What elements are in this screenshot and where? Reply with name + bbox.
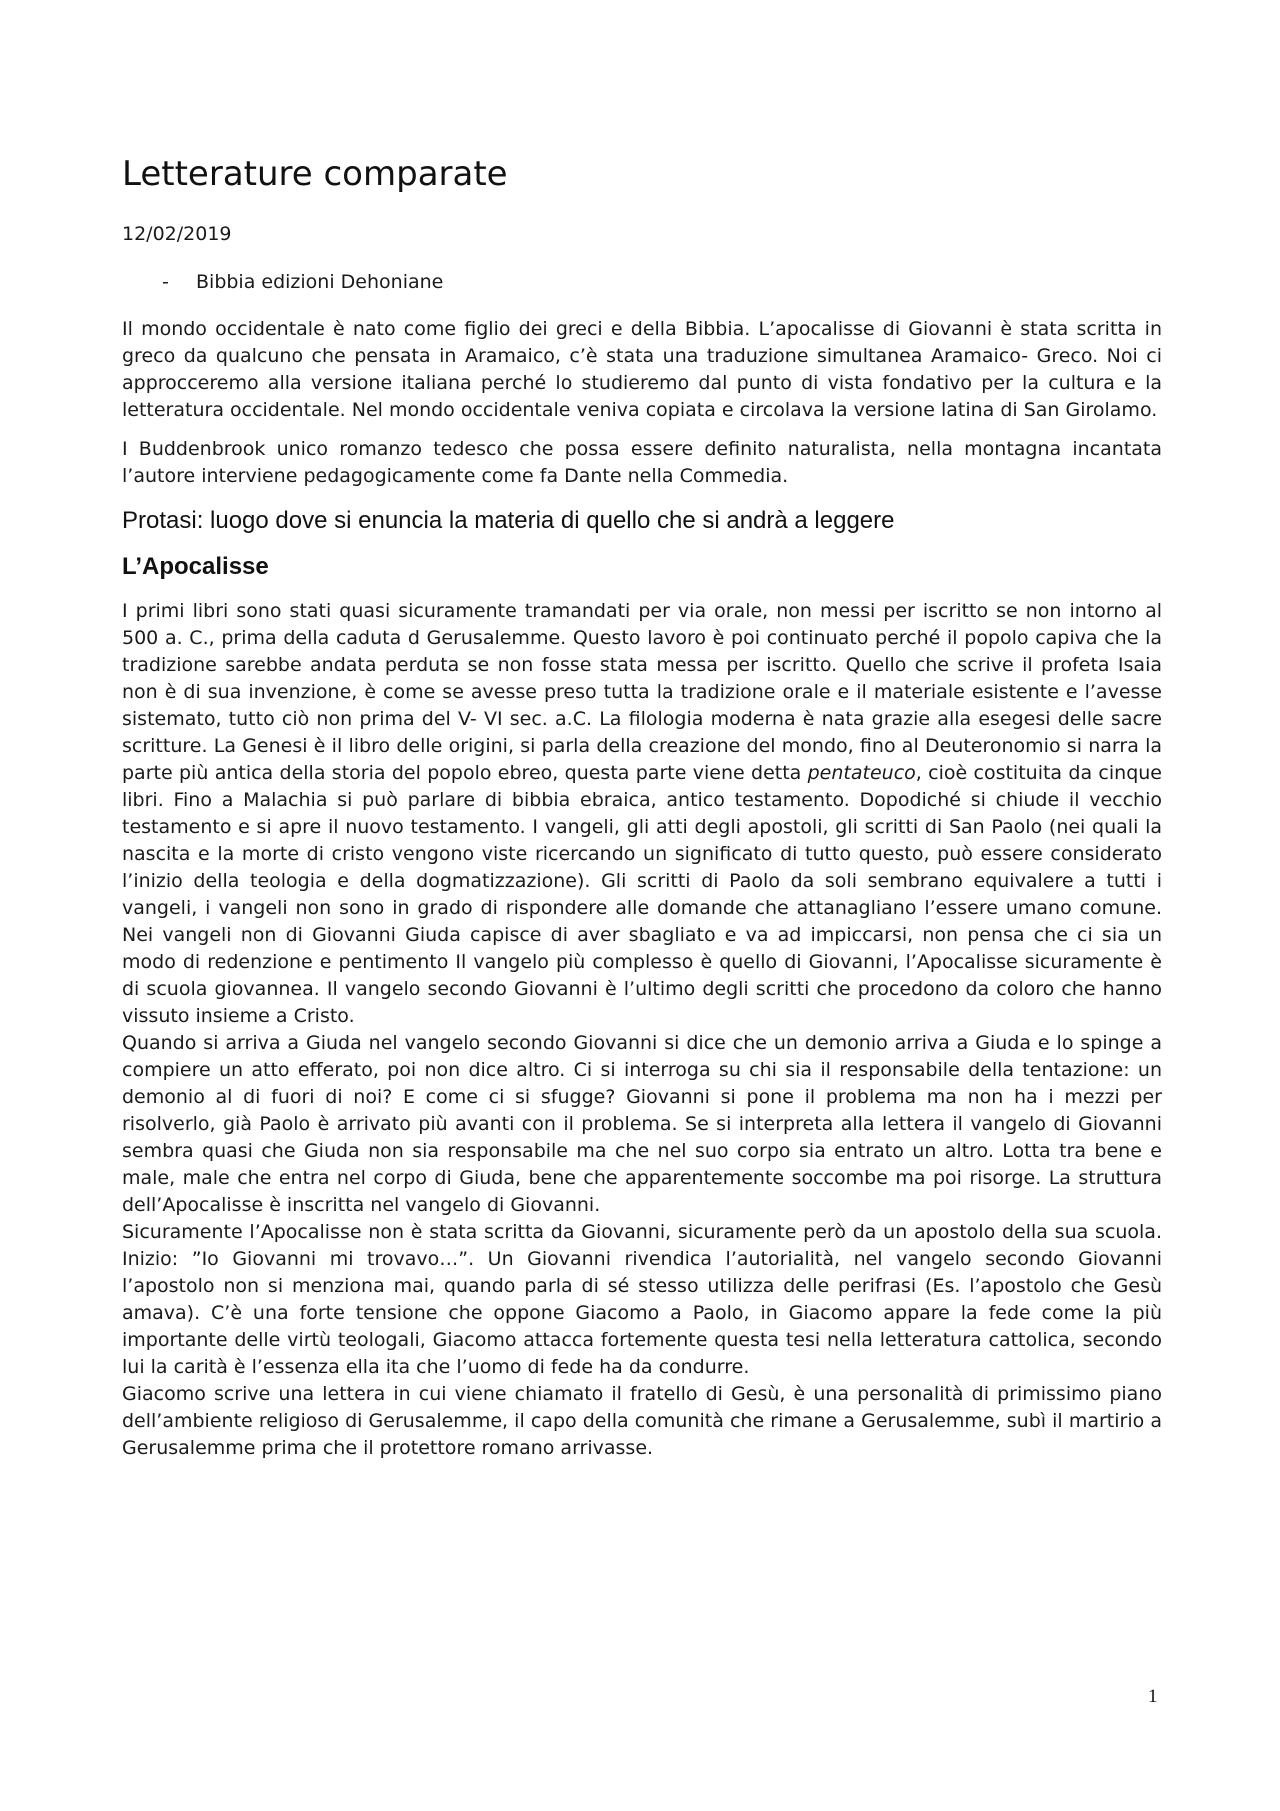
intro-paragraph: I Buddenbrook unico romanzo tedesco che possa essere definito naturalista, nella montagna incantata l’autore interviene pedagogicamente come fa Dante nella Commedia. [122, 438, 1162, 487]
bullet-item [122, 268, 1162, 296]
section-paragraph: Giacomo scrive una lettera in cui viene chiamato il fratello di Gesù, è una personalità di primissimo piano dell’ambiente religioso di Gerusalemme, il capo della comunità che rimane a Gerusalemme, subì il martirio a Gerusalemme prima che il protettore romano arrivasse. [122, 1383, 1162, 1459]
section-heading: L’Apocalisse [122, 553, 269, 580]
section-paragraph: Sicuramente l’Apocalisse non è stata scritta da Giovanni, sicuramente però da un apostolo della sua scuola. Inizio: ”Io Giovanni mi trovavo…”. Un Giovanni rivendica l’autorialità, nel vangelo secondo Giovanni l’apostolo non si menziona mai, quando parla di sé stesso utilizza delle perifrasi (Es. l’apostolo che Gesù amava). C’è una forte tensione che oppone Giacomo a Paolo, in Giacomo appare la fede come la più importante delle virtù teologali, Giacomo attacca fortemente questa tesi nella letteratura cattolica, secondo lui la carità è l’essenza ella ita che l’uomo di fede ha da condurre. [122, 1221, 1162, 1378]
section-paragraph: Quando si arriva a Giuda nel vangelo secondo Giovanni si dice che un demonio arriva a Giuda e lo spinge a compiere un atto efferato, poi non dice altro. Ci si interroga su chi sia il responsabile della tentazione: un demonio al di fuori di noi? E come ci si sfugge? Giovanni si pone il problema ma non ha i mezzi per risolverlo, già Paolo è arrivato più avanti con il problema. Se si interpreta alla lettera il vangelo di Giovanni sembra quasi che Giuda non sia responsabile ma che nel suo corpo sia entrato un altro. Lotta tra bene e male, male che entra nel corpo di Giuda, bene che apparentemente soccombe ma poi risorge. La struttura dell’Apocalisse è inscritta nel vangelo di Giovanni. [122, 1032, 1162, 1216]
section-paragraph [122, 598, 1162, 1030]
section-paragraph-text: I primi libri sono stati quasi sicuramente tramandati per via orale, non messi per iscritto se non intorno al 500 a. C., prima della caduta d Gerusalemme. Questo lavoro è poi continuato perché il popolo capiva che la tradizione sarebbe andata perduta se non fosse stata messa per iscritto. Quello che scrive il profeta Isaia non è di sua invenzione, è come se avesse preso tutta la tradizione orale e il materiale esistente e l’avesse sistemato, tutto ciò non prima del V- VI sec. a.C. La filologia moderna è nata grazie alla esegesi delle sacre scritture. La Genesi è il libro delle origini, si parla della creazione del mondo, fino al Deuteronomio si narra la parte più antica della storia del popolo ebreo, questa parte viene detta [122, 600, 1162, 784]
page-number: 1 [1148, 1686, 1158, 1707]
document-date: 12/02/2019 [122, 223, 232, 245]
section-paragraph-text: , cioè costituita da cinque libri. Fino a Malachia si può parlare di bibbia ebraica, antico testamento. Dopodiché si chiude il vecchio testamento e si apre il nuovo testamento. I vangeli, gli atti degli apostoli, gli scritti di San Paolo (nei quali la nascita e la morte di cristo vengono viste ricercando un significato di tutto questo, può essere considerato l’inizio della teologia e della dogmatizzazione). Gli scritti di Paolo da soli sembrano equivalere a tutti i vangeli, i vangeli non sono in grado di rispondere alle domande che attanagliano l’essere umano comune. Nei vangeli non di Giovanni Giuda capisce di aver sbagliato e va ad impiccarsi, non pensa che ci sia un modo di redenzione e pentimento Il vangelo più complesso è quello di Giovanni, l’Apocalisse sicuramente è di scuola giovannea. Il vangelo secondo Giovanni è l’ultimo degli scritti che procedono da coloro che hanno vissuto insieme a Cristo. [122, 762, 1162, 1027]
document-content [122, 150, 1162, 1462]
italic-term: pentateuco [807, 762, 916, 784]
document-title: Letterature comparate [122, 154, 508, 194]
bullet-dash: - [162, 271, 169, 293]
protasi-heading: Protasi: luogo dove si enuncia la materia di quello che si andrà a leggere [122, 507, 895, 534]
intro-paragraph: Il mondo occidentale è nato come figlio dei greci e della Bibbia. L’apocalisse di Giovanni è stata scritta in greco da qualcuno che pensata in Aramaico, c’è stata una traduzione simultanea Aramaico- Greco. Noi ci approcceremo alla versione italiana perché lo studieremo dal punto di vista fondativo per la cultura e la letteratura occidentale. Nel mondo occidentale veniva copiata e circolava la versione latina di San Girolamo. [122, 318, 1162, 421]
bullet-item-text: Bibbia edizioni Dehoniane [196, 271, 444, 293]
